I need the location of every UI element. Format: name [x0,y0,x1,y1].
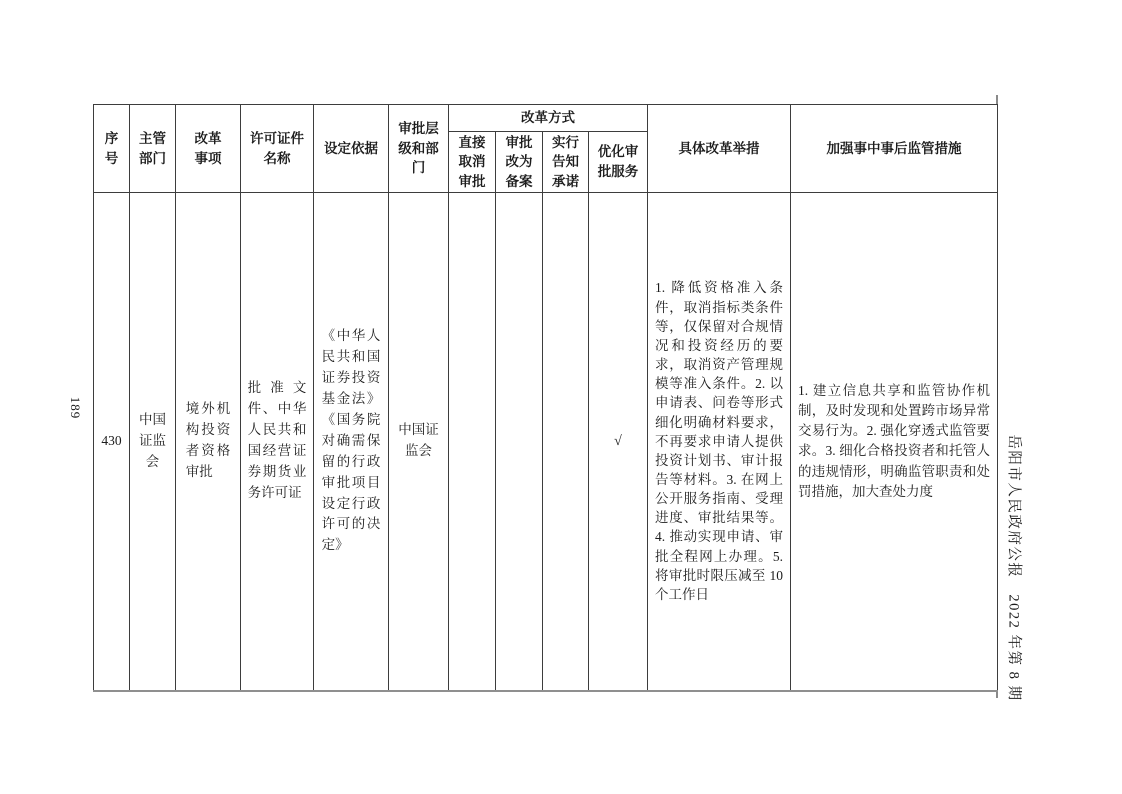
header-reform-measures: 具体改革举措 [648,105,791,193]
cell-serial: 430 [94,193,130,691]
cell-reform-item: 境外机构投资者资格审批 [176,193,241,691]
cell-direct-cancel [449,193,496,691]
checkmark: √ [614,433,622,449]
approval-reform-table [93,104,998,692]
cell-department: 中国证监会 [130,193,176,691]
cell-supervision-measures: 1. 建立信息共享和监管协作机制，及时发现和处置跨市场异常交易行为。2. 强化穿透式监管要求。3. 细化合格投资者和托管人的违规情形，明确监管职责和处罚措施，加大查处力度 [791,193,998,691]
header-change-to-record: 审批改为备案 [496,132,543,193]
header-notification-commitment: 实行告知承诺 [543,132,589,193]
header-direct-cancel: 直接取消审批 [449,132,496,193]
table-row [94,193,998,691]
cell-reform-measures: 1. 降低资格准入条件，取消指标类条件等，仅保留对合规情况和投资经历的要求，取消资产管理规模等准入条件。2. 以申请表、问卷等形式细化明确材料要求，不再要求申请人提供投资计划书、审计报告等材料。3. 在网上公开服务指南、受理进度、审批结果等。4. 推动实现申请、审批全程网上办理。5. 将审批时限压减至 10 个工作日 [648,193,791,691]
cell-license-name: 批准文件、中华人民共和国经营证券期货业务许可证 [241,193,314,691]
header-supervision-measures: 加强事中事后监管措施 [791,105,998,193]
header-legal-basis: 设定依据 [314,105,389,193]
header-optimize-service: 优化审批服务 [589,132,648,193]
header-department: 主管部门 [130,105,176,193]
header-serial: 序号 [94,105,130,193]
gazette-title-text: 岳阳市人民政府公报 2022 年第 8 期 [1005,434,1022,702]
cell-notification-commitment [543,193,589,691]
cell-optimize-service [589,193,648,691]
cell-approval-level: 中国证监会 [389,193,449,691]
header-approval-level: 审批层级和部门 [389,105,449,193]
header-license-name: 许可证件名称 [241,105,314,193]
header-reform-mode-group: 改革方式 [449,105,648,132]
cell-legal-basis: 《中华人民共和国证券投资基金法》《国务院对确需保留的行政审批项目设定行政许可的决定》 [314,193,389,691]
header-reform-item: 改革事项 [176,105,241,193]
cell-change-to-record [496,193,543,691]
page-number-text: 189 [68,396,83,420]
